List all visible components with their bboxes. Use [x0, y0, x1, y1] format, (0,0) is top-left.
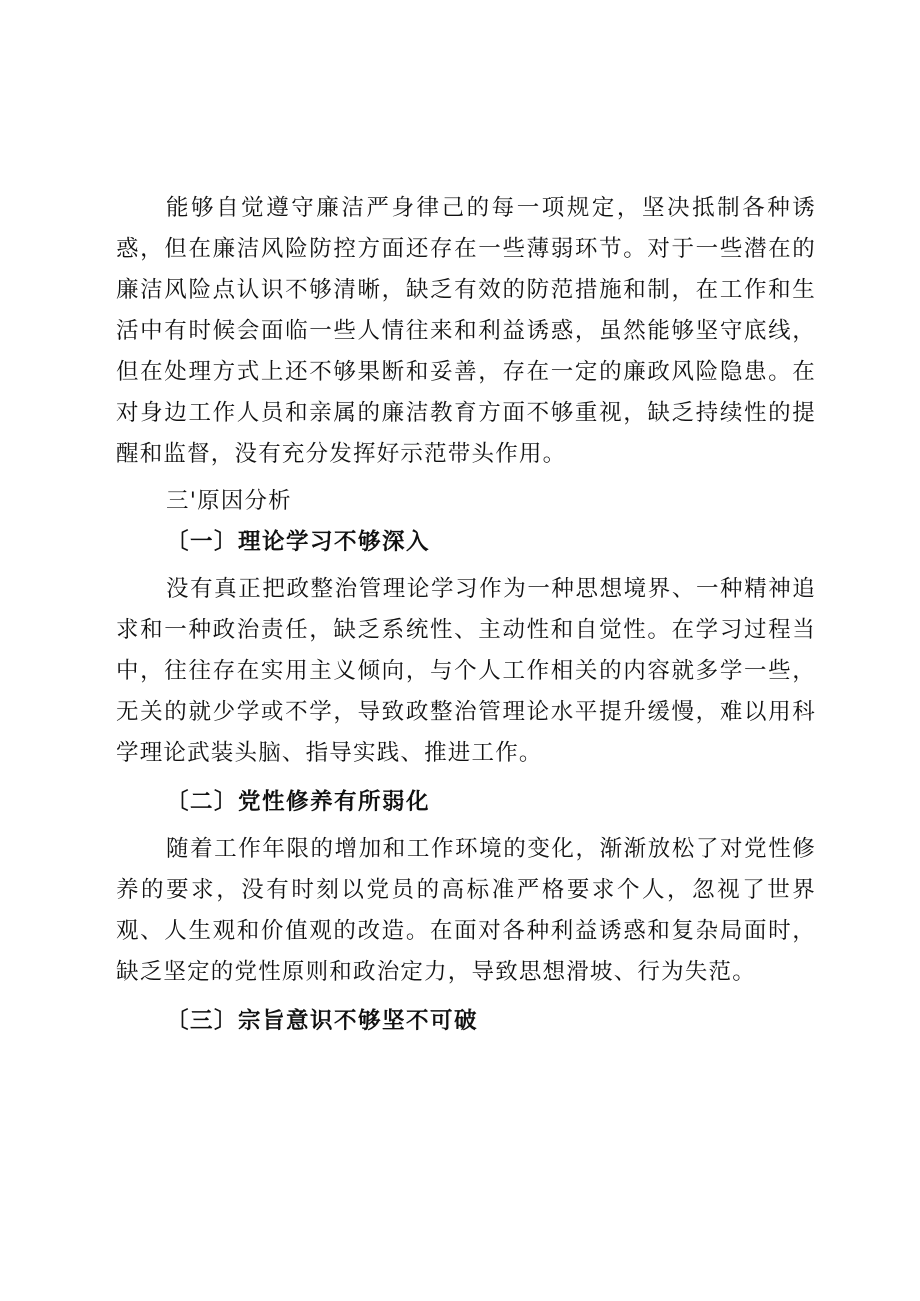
- document-page: [116, 188, 816, 1042]
- section-heading-cause-analysis: 三'原因分析: [166, 488, 292, 514]
- subheading-theory-study: 〔一〕理论学习不够深入: [166, 529, 431, 555]
- paragraph-theory-study: 没有真正把政整治管理论学习作为一种思想境界、一种精神追求和一种政治责任，缺乏系统性、主动性和自觉性。在学习过程当中，往往存在实用主义倾向，与个人工作相关的内容就多学一些，无关的就少学或不学，导致政整治管理论水平提升缓慢，难以用科学理论武装头脑、指导实践、推进工作。: [116, 576, 816, 766]
- paragraph-integrity-risks: 能够自觉遵守廉洁严身律己的每一项规定，坚决抵制各种诱惑，但在廉洁风险防控方面还存在一些薄弱环节。对于一些潜在的廉洁风险点认识不够清晰，缺乏有效的防范措施和制，在工作和生活中有时候会面临一些人情往来和利益诱惑，虽然能够坚守底线，但在处理方式上还不够果断和妥善，存在一定的廉政风险隐患。在对身边工作人员和亲属的廉洁教育方面不够重视，缺乏持续性的提醒和监督，没有充分发挥好示范带头作用。: [116, 195, 816, 467]
- subheading-purpose-awareness: 〔三〕宗旨意识不够坚不可破: [166, 1008, 479, 1034]
- subheading-party-spirit: 〔二〕党性修养有所弱化: [166, 789, 431, 815]
- paragraph-party-spirit: 随着工作年限的增加和工作环境的变化，渐渐放松了对党性修养的要求，没有时刻以党员的高标准严格要求个人，忽视了世界观、人生观和价值观的改造。在面对各种利益诱惑和复杂局面时，缺乏坚定的党性原则和政治定力，导致思想滑坡、行为失范。: [116, 836, 816, 985]
